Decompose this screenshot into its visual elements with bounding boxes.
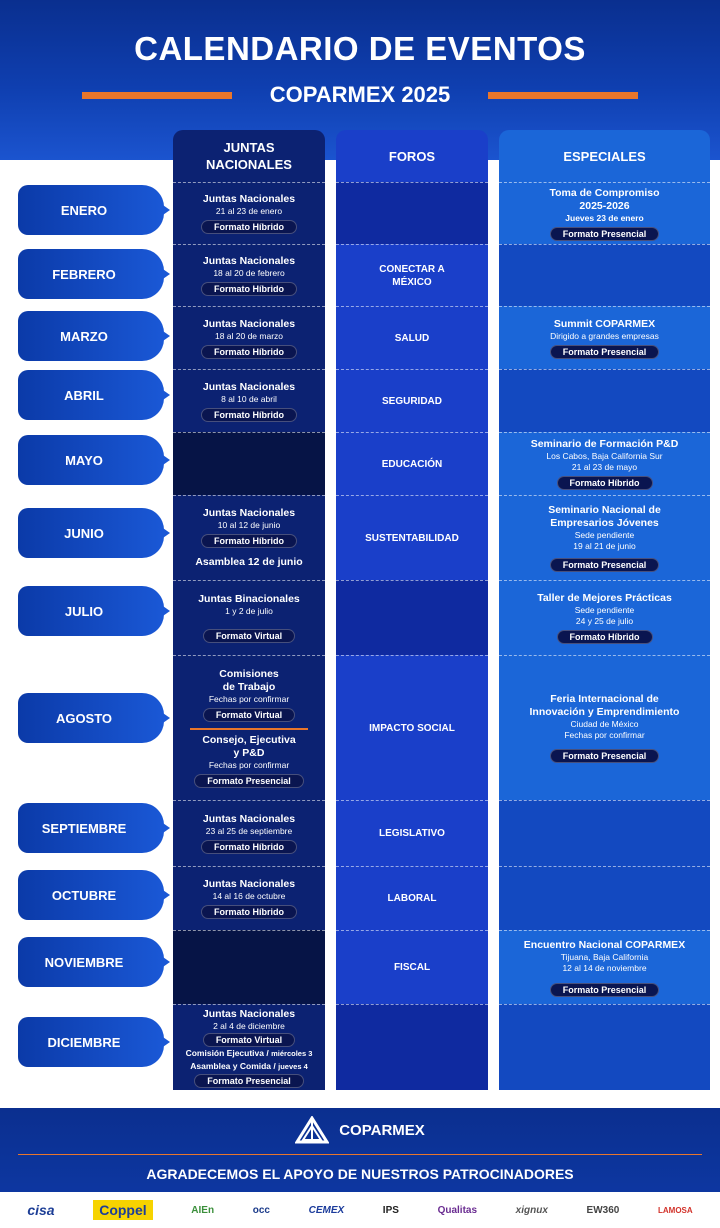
especial-date: 24 y 25 de julio [575, 616, 634, 626]
sponsor-logo: LAMOSA [657, 1205, 693, 1215]
juntas-title: Juntas Binacionales [198, 593, 300, 605]
month-junio: JUNIO [18, 508, 164, 558]
format-badge: Formato Híbrido [557, 630, 653, 644]
month-julio: JULIO [18, 586, 164, 636]
format-badge: Formato Presencial [550, 983, 660, 997]
sponsor-logo: EW360 [586, 1204, 620, 1216]
juntas-date: 18 al 20 de febrero [213, 268, 285, 278]
especial-date: 12 al 14 de noviembre [562, 962, 647, 973]
format-badge: Formato Híbrido [201, 534, 297, 548]
juntas-enero [173, 182, 325, 244]
sponsor-logo: occ [252, 1204, 270, 1216]
especiales-enero [499, 182, 710, 244]
page-title: CALENDARIO DE EVENTOS [134, 30, 586, 67]
format-badge: Formato Híbrido [201, 905, 297, 919]
juntas-title: Juntas Nacionales [202, 813, 296, 825]
orange-separator [190, 728, 308, 730]
especial-title-1: Seminario Nacional de [548, 504, 661, 516]
especial-date: 19 al 21 de junio [573, 541, 636, 551]
especial-title: Seminario de Formación P&D [530, 438, 679, 450]
comisiones-date: Fechas por confirmar [208, 694, 290, 704]
juntas-febrero [173, 244, 325, 306]
asamblea-comida-row: Asamblea y Comida / jueves 4 [190, 1060, 308, 1071]
month-marzo: MARZO [18, 311, 164, 361]
format-badge: Formato Presencial [550, 749, 660, 763]
especial-title: Encuentro Nacional COPARMEX [523, 938, 686, 951]
especial-place: Sede pendiente [574, 605, 635, 615]
juntas-junio [173, 495, 325, 580]
format-badge: Formato Híbrido [201, 408, 297, 422]
foros-diciembre [336, 1004, 488, 1090]
sponsors-thanks: AGRADECEMOS EL APOYO DE NUESTROS PATROCINADORES [146, 1166, 574, 1182]
format-badge: Formato Virtual [203, 708, 295, 722]
coparmex-logo-icon [295, 1116, 329, 1144]
especiales-octubre [499, 866, 710, 930]
foro-label: IMPACTO SOCIAL [369, 722, 455, 734]
juntas-date: 1 y 2 de julio [225, 606, 273, 616]
foro-label: CONECTAR A MÉXICO [379, 263, 445, 288]
especiales-julio [499, 580, 710, 655]
sponsor-logo: IPS [382, 1204, 399, 1216]
especiales-marzo [499, 306, 710, 369]
especiales-septiembre [499, 800, 710, 866]
sponsor-logo: Qualitas [437, 1204, 478, 1216]
brand-name: COPARMEX [339, 1121, 425, 1139]
month-diciembre: DICIEMBRE [18, 1017, 164, 1067]
sponsor-logo: xignux [515, 1204, 548, 1216]
especial-place: Sede pendiente [574, 530, 635, 540]
foro-label: LABORAL [387, 893, 437, 904]
juntas-date: 21 al 23 de enero [215, 206, 283, 216]
juntas-mayo [173, 432, 325, 495]
foros-junio [336, 495, 488, 580]
comisiones-title-1: Comisiones [219, 668, 279, 680]
format-badge: Formato Híbrido [557, 476, 653, 490]
juntas-title: Juntas Nacionales [202, 380, 296, 393]
foro-label: FISCAL [393, 962, 431, 973]
format-badge: Formato Presencial [550, 345, 660, 359]
month-enero: ENERO [18, 185, 164, 235]
foro-label: EDUCACIÓN [381, 458, 443, 470]
juntas-date: 10 al 12 de junio [217, 520, 281, 530]
juntas-noviembre [173, 930, 325, 1004]
sponsor-logo: cisa [27, 1202, 55, 1218]
month-octubre: OCTUBRE [18, 870, 164, 920]
especiales-noviembre [499, 930, 710, 1004]
comision-ejecutiva-row: Comisión Ejecutiva / miércoles 3 [185, 1047, 313, 1058]
especial-date: Fechas por confirmar [564, 730, 645, 740]
juntas-julio [173, 580, 325, 655]
foros-enero [336, 182, 488, 244]
juntas-date: 18 al 20 de marzo [214, 330, 284, 341]
column-header-especiales: ESPECIALES [563, 148, 646, 164]
format-badge: Formato Híbrido [201, 282, 297, 296]
footer-divider [18, 1154, 702, 1155]
sponsor-logo: AIEn [191, 1204, 215, 1216]
juntas-septiembre [173, 800, 325, 866]
foros-noviembre [336, 930, 488, 1004]
foros-septiembre [336, 800, 488, 866]
especial-place: Los Cabos, Baja California Sur [546, 451, 663, 461]
especial-title-1: Feria Internacional de [550, 693, 659, 705]
especiales-mayo [499, 432, 710, 495]
format-badge: Formato Virtual [203, 1033, 295, 1047]
especial-title: Taller de Mejores Prácticas [537, 592, 672, 604]
juntas-title: Juntas Nacionales [202, 193, 296, 205]
juntas-octubre [173, 866, 325, 930]
especial-date: Jueves 23 de enero [565, 212, 644, 223]
juntas-title: Juntas Nacionales [202, 507, 296, 519]
juntas-date: 14 al 16 de octubre [212, 891, 286, 901]
juntas-date: 2 al 4 de diciembre [213, 1020, 285, 1031]
juntas-title: Juntas Nacionales [202, 878, 296, 890]
juntas-date: 8 al 10 de abril [221, 393, 277, 404]
foro-label: SALUD [394, 332, 430, 344]
foros-abril [336, 369, 488, 432]
page-subtitle: COPARMEX 2025 [269, 82, 451, 107]
format-badge: Formato Presencial [550, 227, 660, 241]
month-septiembre: SEPTIEMBRE [18, 803, 164, 853]
foros-febrero [336, 244, 488, 306]
especial-title-2: Innovación y Emprendimiento [529, 706, 680, 718]
format-badge: Formato Virtual [203, 629, 295, 643]
sponsor-strip [0, 1192, 720, 1228]
foros-agosto [336, 655, 488, 800]
column-header-foros: FOROS [388, 148, 436, 164]
consejo-title-1: Consejo, Ejecutiva [202, 734, 296, 746]
foros-julio [336, 580, 488, 655]
juntas-title: Juntas Nacionales [202, 1007, 296, 1020]
month-mayo: MAYO [18, 435, 164, 485]
foro-label: SUSTENTABILIDAD [365, 532, 459, 544]
especial-place: Ciudad de México [570, 719, 639, 729]
especiales-diciembre [499, 1004, 710, 1090]
format-badge: Formato Híbrido [201, 840, 297, 854]
especial-title: Summit COPARMEX [553, 317, 656, 330]
especiales-abril [499, 369, 710, 432]
especial-title-2: 2025-2026 [579, 199, 630, 212]
format-badge: Formato Híbrido [201, 220, 297, 234]
especial-place: Tijuana, Baja California [560, 951, 649, 962]
juntas-abril [173, 369, 325, 432]
column-header-juntas: JUNTAS NACIONALES [206, 140, 292, 172]
foros-marzo [336, 306, 488, 369]
juntas-agosto [173, 655, 325, 800]
comisiones-title-2: de Trabajo [222, 681, 276, 693]
especiales-febrero [499, 244, 710, 306]
juntas-date: 23 al 25 de septiembre [205, 826, 293, 836]
especiales-junio [499, 495, 710, 580]
format-badge: Formato Híbrido [201, 345, 297, 359]
format-badge: Formato Presencial [550, 558, 660, 572]
sponsor-logo: CEMEX [308, 1204, 345, 1216]
especial-date: 21 al 23 de mayo [571, 462, 638, 472]
sponsor-logo: Coppel [93, 1200, 152, 1220]
juntas-diciembre [173, 1004, 325, 1090]
footer-brand [0, 1116, 720, 1144]
format-badge: Formato Presencial [194, 774, 304, 788]
foros-mayo [336, 432, 488, 495]
orange-divider-right [488, 92, 638, 99]
juntas-title: Juntas Nacionales [202, 317, 296, 330]
especial-sub: Dirigido a grandes empresas [550, 330, 659, 341]
foro-label: SEGURIDAD [381, 395, 442, 407]
juntas-title: Juntas Nacionales [202, 255, 296, 267]
consejo-date: Fechas por confirmar [208, 760, 290, 770]
consejo-title-2: y P&D [233, 747, 265, 759]
month-noviembre: NOVIEMBRE [18, 937, 164, 987]
format-badge: Formato Presencial [194, 1074, 304, 1088]
foro-label: LEGISLATIVO [379, 828, 445, 839]
asamblea-label: Asamblea 12 de junio [195, 556, 303, 568]
foros-octubre [336, 866, 488, 930]
especiales-agosto [499, 655, 710, 800]
month-agosto: AGOSTO [18, 693, 164, 743]
juntas-marzo [173, 306, 325, 369]
especial-title-1: Toma de Compromiso [549, 186, 660, 199]
month-febrero: FEBRERO [18, 249, 164, 299]
month-abril: ABRIL [18, 370, 164, 420]
especial-title-2: Empresarios Jóvenes [550, 517, 659, 529]
